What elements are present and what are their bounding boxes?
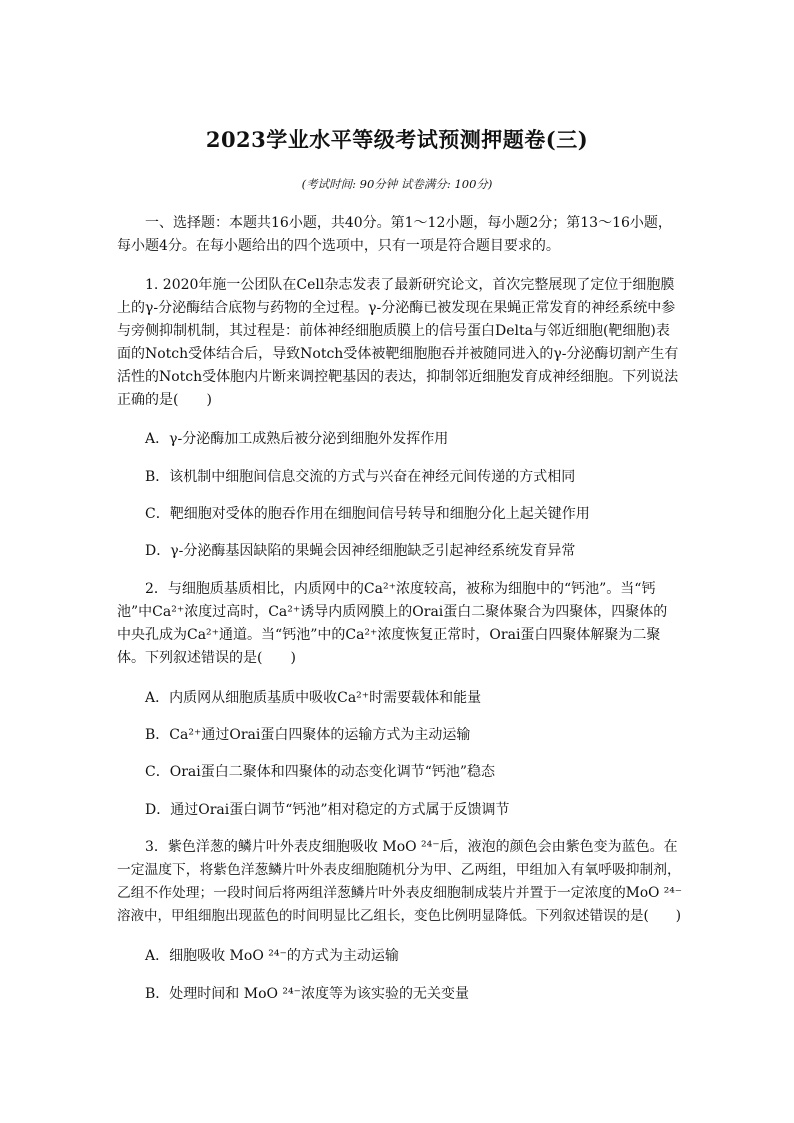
stem-line: 3．紫色洋葱的鳞片叶外表皮细胞吸收 MoO ²⁴⁻后，液泡的颜色会由紫色变为蓝色。在 xyxy=(145,839,678,855)
section-intro-line: 每小题4分。在每小题给出的四个选项中，只有一项是符合题目要求的。 xyxy=(117,238,560,254)
question-1-option-a: A．γ-分泌酶加工成熟后被分泌到细胞外发挥作用 xyxy=(145,431,449,447)
stem-line: 溶液中，甲组细胞出现蓝色的时间明显比乙组长，变色比例明显降低。下列叙述错误的是( ) xyxy=(117,908,682,924)
question-2-option-a: A．内质网从细胞质基质中吸收Ca²⁺时需要载体和能量 xyxy=(145,690,482,706)
question-1-stem xyxy=(117,274,685,412)
stem-line: 面的Notch受体结合后，导致Notch受体被靶细胞胞吞并被随同进入的γ-分泌酶切割产生有 xyxy=(117,346,679,362)
section-intro-line: 一、选择题：本题共16小题，共40分。第1～12小题，每小题2分；第13～16小题， xyxy=(145,215,672,231)
stem-line: 乙组不作处理；一段时间后将两组洋葱鳞片叶外表皮细胞制成装片并置于一定浓度的MoO ²⁴⁻ xyxy=(117,885,683,901)
question-3-option-a: A．细胞吸收 MoO ²⁴⁻的方式为主动运输 xyxy=(145,948,399,964)
stem-line: 1. 2020年施一公团队在Cell杂志发表了最新研究论文，首次完整展现了定位于细胞膜 xyxy=(145,277,675,293)
question-1-option-b: B．该机制中细胞间信息交流的方式与兴奋在神经元间传递的方式相同 xyxy=(145,469,576,485)
stem-line: 2．与细胞质基质相比，内质网中的Ca²⁺浓度较高，被称为细胞中的“钙池”。当“钙 xyxy=(145,581,656,597)
stem-line: 活性的Notch受体胞内片断来调控靶基因的表达，抑制邻近细胞发育成神经细胞。下列说法 xyxy=(117,369,679,385)
question-3-option-b: B．处理时间和 MoO ²⁴⁻浓度等为该实验的无关变量 xyxy=(145,986,470,1002)
question-2-stem xyxy=(117,578,685,670)
stem-line: 上的γ-分泌酶结合底物与药物的全过程。γ-分泌酶已被发现在果蝇正常发育的神经系统中参 xyxy=(117,300,676,316)
question-1-option-d: D．γ-分泌酶基因缺陷的果蝇会因神经细胞缺乏引起神经系统发育异常 xyxy=(145,543,576,559)
question-1-option-c: C．靶细胞对受体的胞吞作用在细胞间信号转导和细胞分化上起关键作用 xyxy=(145,506,590,522)
exam-info: (考试时间: 90分钟 试卷满分: 100分) xyxy=(301,177,493,191)
question-2-option-b: B．Ca²⁺通过Orai蛋白四聚体的运输方式为主动运输 xyxy=(145,727,471,743)
section-intro xyxy=(117,212,685,258)
question-2-option-c: C．Orai蛋白二聚体和四聚体的动态变化调节“钙池”稳态 xyxy=(145,764,496,780)
page-title: 2023学业水平等级考试预测押题卷(三) xyxy=(205,127,589,152)
stem-line: 中央孔成为Ca²⁺通道。当“钙池”中的Ca²⁺浓度恢复正常时，Orai蛋白四聚体解聚为二聚 xyxy=(117,627,661,643)
question-2-option-d: D．通过Orai蛋白调节“钙池”相对稳定的方式属于反馈调节 xyxy=(145,802,510,818)
stem-line: 体。下列叙述错误的是( ) xyxy=(117,650,296,666)
stem-line: 池”中Ca²⁺浓度过高时，Ca²⁺诱导内质网膜上的Orai蛋白二聚体聚合为四聚体，四聚体的 xyxy=(117,604,668,620)
stem-line: 与旁侧抑制机制，其过程是：前体神经细胞质膜上的信号蛋白Delta与邻近细胞(靶细胞)表 xyxy=(117,323,670,339)
stem-line: 正确的是( ) xyxy=(117,392,212,408)
stem-line: 一定温度下，将紫色洋葱鳞片叶外表皮细胞随机分为甲、乙两组，甲组加入有氧呼吸抑制剂， xyxy=(117,862,681,878)
question-3-stem xyxy=(117,836,685,928)
